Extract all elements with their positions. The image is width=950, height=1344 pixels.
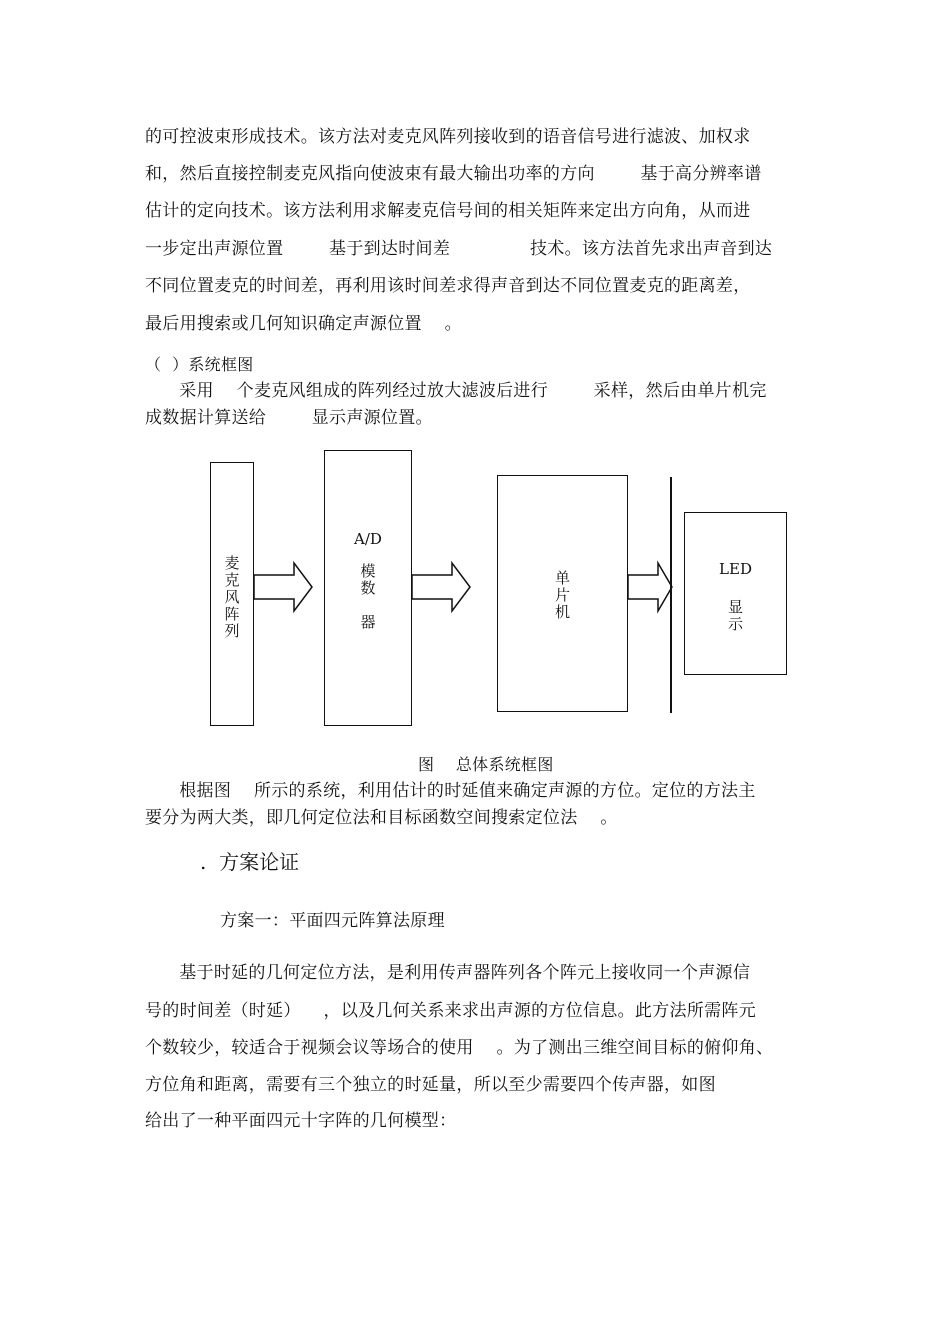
paragraph-line: 个数较少，较适合于视频会议等场合的使用 。为了测出三维空间目标的俯仰角、 <box>145 1038 774 1058</box>
led-title: LED <box>719 560 752 578</box>
paragraph-line: 基于时延的几何定位方法，是利用传声器阵列各个阵元上接收同一个声源信 <box>145 963 751 983</box>
arrow-right-icon <box>412 561 472 613</box>
led-subtitle: 显 示 <box>727 598 743 633</box>
mcu-block <box>497 475 628 712</box>
paragraph-line: 估计的定向技术。该方法利用求解麦克信号间的相关矩阵来定出方向角，从而进 <box>145 201 751 221</box>
paragraph-line: 根据图 所示的系统，利用估计的时延值来确定声源的方位。定位的方法主 <box>145 781 756 801</box>
ad-title: A/D <box>354 530 382 548</box>
figure-caption: 图 总体系统框图 <box>418 755 554 774</box>
section-title: （ ）系统框图 <box>145 355 254 374</box>
paragraph-line: 的可控波束形成技术。该方法对麦克风阵列接收到的语音信号进行滤波、加权求 <box>145 127 751 147</box>
subheading: 方案一：平面四元阵算法原理 <box>220 911 445 931</box>
paragraph-line: 方位角和距离，需要有三个独立的时延量，所以至少需要四个传声器，如图 <box>145 1075 716 1095</box>
paragraph-line: 最后用搜索或几何知识确定声源位置 。 <box>145 314 462 334</box>
mcu-label: 单 片 机 <box>554 569 570 621</box>
paragraph-line: 号的时间差（时延） ，以及几何关系来求出声源的方位信息。此方法所需阵元 <box>145 1001 757 1021</box>
section-heading: . 方案论证 <box>200 850 300 874</box>
paragraph-line: 不同位置麦克的时间差，再利用该时间差求得声音到达不同位置麦克的距离差， <box>145 276 751 296</box>
paragraph-line: 给出了一种平面四元十字阵的几何模型： <box>145 1111 457 1131</box>
divider-line <box>670 477 672 713</box>
paragraph-line: 和，然后直接控制麦克风指向使波束有最大输出功率的方向 基于高分辨率谱 <box>145 164 762 184</box>
mic-array-label: 麦 克 风 阵 列 <box>224 554 240 640</box>
paragraph-line: 要分为两大类，即几何定位法和目标函数空间搜索定位法 。 <box>145 808 618 828</box>
led-display-block <box>684 512 787 675</box>
arrow-right-icon <box>254 561 314 613</box>
ad-subtitle: 模 数 器 <box>360 562 376 631</box>
paragraph-line: 采用 个麦克风组成的阵列经过放大滤波后进行 采样，然后由单片机完 <box>145 381 767 401</box>
mic-array-block <box>210 462 254 726</box>
ad-converter-block <box>324 450 412 726</box>
paragraph-line: 一步定出声源位置 基于到达时间差 技术。该方法首先求出声音到达 <box>145 239 773 259</box>
arrow-right-icon <box>628 561 674 613</box>
paragraph-line: 成数据计算送给 显示声源位置。 <box>145 408 433 428</box>
